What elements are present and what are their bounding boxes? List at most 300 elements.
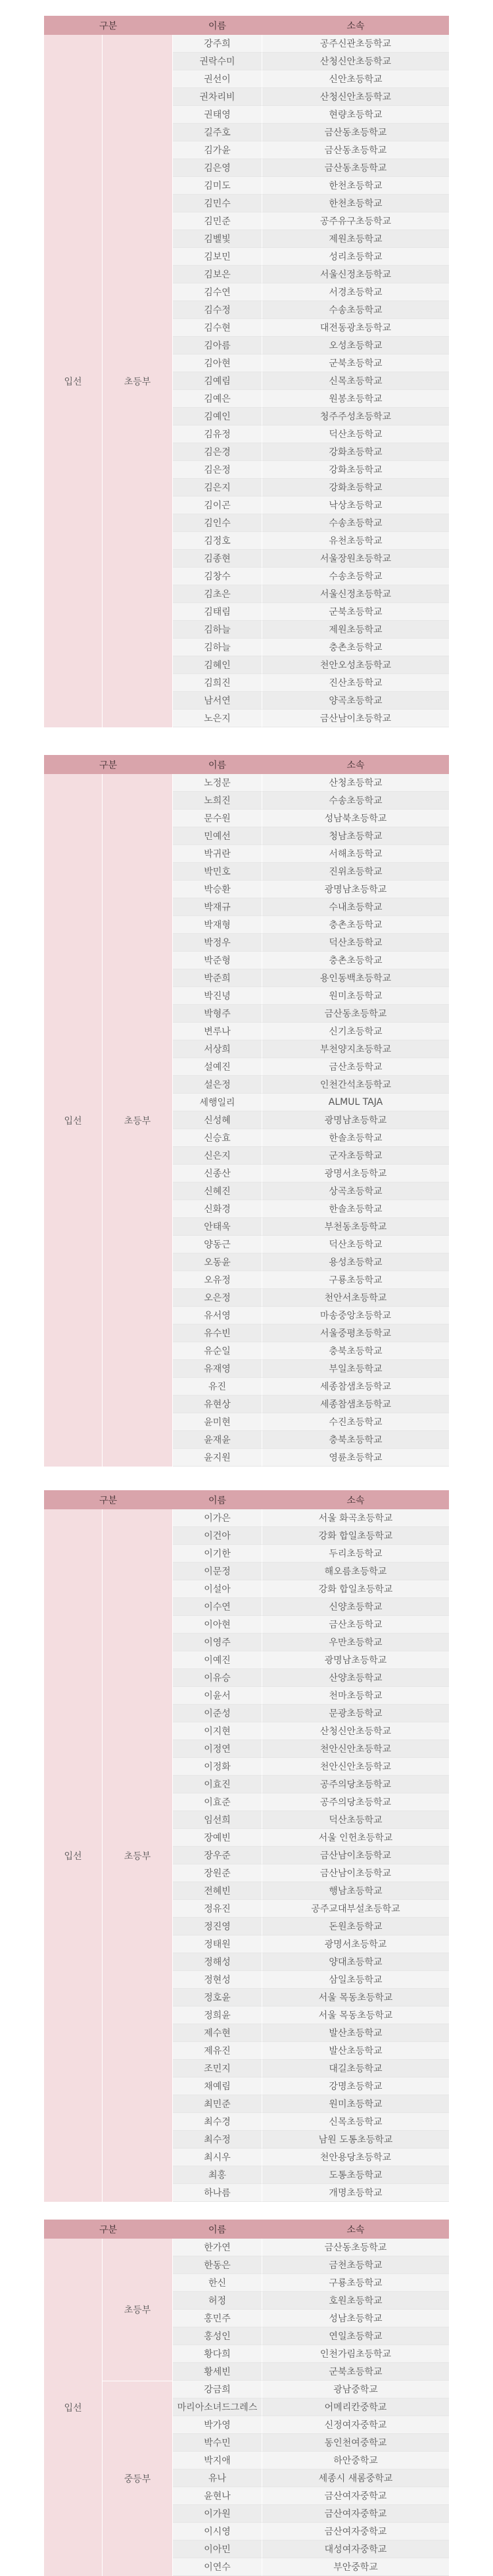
table-row	[173, 656, 449, 674]
table-row	[173, 479, 449, 497]
school-name: 양대초등학교	[262, 1953, 449, 1971]
table-row	[173, 1953, 449, 1971]
school-name: 충촌초등학교	[262, 639, 449, 656]
table-row	[173, 319, 449, 337]
school-name: 현량초등학교	[262, 106, 449, 124]
table-row	[173, 1200, 449, 1218]
table-row	[173, 1651, 449, 1669]
school-name: 호원초등학교	[262, 2292, 449, 2310]
school-name: 개명초등학교	[262, 2184, 449, 2202]
school-name: 덕산초등학교	[262, 934, 449, 952]
student-name: 최수경	[173, 2113, 262, 2131]
table-header	[44, 2220, 449, 2239]
student-name: 김정호	[173, 532, 262, 550]
student-name: 박가영	[173, 2416, 262, 2434]
table-row	[173, 2469, 449, 2487]
student-name: 권차리비	[173, 88, 262, 106]
student-name: 최수정	[173, 2131, 262, 2149]
school-name: 서해초등학교	[262, 845, 449, 863]
student-name: 김예인	[173, 408, 262, 425]
header-name-label: 이름	[208, 20, 227, 32]
table-row	[173, 408, 449, 425]
student-name: 이예진	[173, 1651, 262, 1669]
table-row	[173, 898, 449, 916]
school-name: 돈원초등학교	[262, 1918, 449, 1935]
student-name: 유진	[173, 1378, 262, 1396]
school-name: 제원초등학교	[262, 621, 449, 639]
school-name: 양곡초등학교	[262, 692, 449, 710]
table-row	[173, 1360, 449, 1378]
table-row	[173, 337, 449, 354]
school-name: 원미초등학교	[262, 2095, 449, 2113]
school-name: 유천초등학교	[262, 532, 449, 550]
school-name: 덕산초등학교	[262, 1811, 449, 1829]
student-name: 홍성인	[173, 2327, 262, 2345]
student-name: 강주희	[173, 35, 262, 53]
student-name: 남서연	[173, 692, 262, 710]
school-name: 신목초등학교	[262, 2113, 449, 2131]
table-row	[173, 2239, 449, 2256]
student-name: 김수현	[173, 319, 262, 337]
student-name: 이효준	[173, 1793, 262, 1811]
student-name: 하나름	[173, 2184, 262, 2202]
school-name: 산양초등학교	[262, 1669, 449, 1687]
table-row	[173, 1509, 449, 1527]
school-name: 한솔초등학교	[262, 1200, 449, 1218]
school-name: 한천초등학교	[262, 195, 449, 212]
table-row	[173, 1111, 449, 1129]
table-row	[173, 1758, 449, 1776]
header-category-label: 구분	[99, 2224, 118, 2235]
table-row	[173, 53, 449, 70]
student-name: 한가연	[173, 2239, 262, 2256]
table-row	[173, 1396, 449, 1413]
table-row	[173, 1449, 449, 1467]
student-name: 최시우	[173, 2149, 262, 2166]
table-row	[173, 827, 449, 845]
school-name: 군북초등학교	[262, 603, 449, 621]
student-name: 정진영	[173, 1918, 262, 1935]
student-name: 유서영	[173, 1307, 262, 1324]
school-name: 발산초등학교	[262, 2042, 449, 2060]
table-row	[173, 2452, 449, 2469]
table-row	[173, 2113, 449, 2131]
student-name: 이건아	[173, 1527, 262, 1545]
school-name: 천안오성초등학교	[262, 656, 449, 674]
table-row	[173, 497, 449, 514]
table-row	[173, 443, 449, 461]
student-name: 윤지원	[173, 1449, 262, 1467]
student-name: 신혜진	[173, 1182, 262, 1200]
student-name: 오동윤	[173, 1253, 262, 1271]
table-row	[173, 159, 449, 177]
student-name: 이문정	[173, 1563, 262, 1580]
school-name: 군자초등학교	[262, 1147, 449, 1165]
table-row	[173, 692, 449, 710]
school-name: 도통초등학교	[262, 2166, 449, 2184]
student-name: 윤미현	[173, 1413, 262, 1431]
student-name: 김예은	[173, 390, 262, 408]
table-row	[173, 2042, 449, 2060]
table-row	[173, 35, 449, 53]
student-name: 홍민주	[173, 2310, 262, 2327]
table-row	[173, 1129, 449, 1147]
school-name: 수송초등학교	[262, 792, 449, 810]
table-row	[173, 2131, 449, 2149]
table-row	[173, 987, 449, 1005]
school-name: 부안중학교	[262, 2558, 449, 2576]
student-name: 박형주	[173, 1005, 262, 1023]
school-name: 대전동광초등학교	[262, 319, 449, 337]
table-row	[173, 1094, 449, 1111]
student-name: 제유진	[173, 2042, 262, 2060]
table-row	[173, 1218, 449, 1236]
school-name: 서울신정초등학교	[262, 585, 449, 603]
student-name: 장원준	[173, 1864, 262, 1882]
table-row	[173, 1040, 449, 1058]
school-name: 천안신안초등학교	[262, 1758, 449, 1776]
student-name: 이연수	[173, 2558, 262, 2576]
table-row	[173, 1776, 449, 1793]
table-row	[173, 952, 449, 969]
table-row	[173, 1882, 449, 1900]
school-name: 성리초등학교	[262, 248, 449, 266]
division-label: 초등부	[102, 35, 172, 727]
student-name: 김초은	[173, 585, 262, 603]
school-name: 군북초등학교	[262, 2363, 449, 2381]
school-name: 수송초등학교	[262, 568, 449, 585]
table-row	[173, 969, 449, 987]
student-name: 김인수	[173, 514, 262, 532]
school-name: 천마초등학교	[262, 1687, 449, 1705]
school-name: 산청신안초등학교	[262, 53, 449, 70]
table-row	[173, 354, 449, 372]
table-row	[173, 2523, 449, 2540]
table-row	[173, 1900, 449, 1918]
table-row	[173, 639, 449, 656]
school-name: 행남초등학교	[262, 1882, 449, 1900]
student-name: 유나	[173, 2469, 262, 2487]
student-name: 유재영	[173, 1360, 262, 1378]
table-row	[173, 514, 449, 532]
student-name: 김아름	[173, 337, 262, 354]
student-name: 김아현	[173, 354, 262, 372]
table-row	[173, 881, 449, 898]
table-row	[173, 1634, 449, 1651]
school-name: 금산초등학교	[262, 1058, 449, 1076]
table-row	[173, 2558, 449, 2576]
table-row	[173, 1413, 449, 1431]
school-name: 강화 합일초등학교	[262, 1580, 449, 1598]
student-name: 김희진	[173, 674, 262, 692]
table-row	[173, 1236, 449, 1253]
table-row	[173, 2487, 449, 2505]
school-name: 금산초등학교	[262, 1616, 449, 1634]
student-name: 김태림	[173, 603, 262, 621]
school-name: 삼일초등학교	[262, 1971, 449, 1989]
school-name: 천안신안초등학교	[262, 1740, 449, 1758]
student-name: 한동은	[173, 2256, 262, 2274]
school-name: 광명서초등학교	[262, 1935, 449, 1953]
student-name: 윤재윤	[173, 1431, 262, 1449]
student-name: 박재형	[173, 916, 262, 934]
school-name: 부천양지초등학교	[262, 1040, 449, 1058]
award-label: 입선	[44, 1509, 102, 2202]
student-name: 황다희	[173, 2345, 262, 2363]
school-name: 광명서초등학교	[262, 1165, 449, 1182]
school-name: 수송초등학교	[262, 514, 449, 532]
student-name: 박지애	[173, 2452, 262, 2469]
table-row	[173, 1989, 449, 2006]
student-name: 안태욱	[173, 1218, 262, 1236]
student-name: 이아현	[173, 1616, 262, 1634]
table-row	[173, 212, 449, 230]
school-name: 서경초등학교	[262, 283, 449, 301]
student-name: 이영주	[173, 1634, 262, 1651]
school-name: 충북초등학교	[262, 1342, 449, 1360]
student-name: 김가윤	[173, 141, 262, 159]
school-name: 영륜초등학교	[262, 1449, 449, 1467]
school-name: 오성초등학교	[262, 337, 449, 354]
student-name: 세행일리	[173, 1094, 262, 1111]
student-name: 길주호	[173, 124, 262, 141]
table-row	[173, 568, 449, 585]
table-row	[173, 1829, 449, 1847]
student-name: 채예림	[173, 2078, 262, 2095]
student-name: 신성혜	[173, 1111, 262, 1129]
table-row	[173, 1165, 449, 1182]
table-row	[173, 372, 449, 390]
table-row	[173, 1527, 449, 1545]
table-row	[173, 1378, 449, 1396]
list-table	[44, 755, 449, 1467]
student-name: 노은지	[173, 710, 262, 727]
student-name: 이효진	[173, 1776, 262, 1793]
school-name: 서울 목동초등학교	[262, 1989, 449, 2006]
school-name: 청주주성초등학교	[262, 408, 449, 425]
table-row	[173, 2540, 449, 2558]
school-name: 용성초등학교	[262, 1253, 449, 1271]
student-name: 이지현	[173, 1722, 262, 1740]
student-name: 마리아소녀드그레스	[173, 2398, 262, 2416]
header-category-label: 구분	[99, 760, 118, 771]
student-name: 박수민	[173, 2434, 262, 2452]
school-name: 연일초등학교	[262, 2327, 449, 2345]
school-name: 용인동백초등학교	[262, 969, 449, 987]
school-name: 금천초등학교	[262, 2256, 449, 2274]
school-name: 신양초등학교	[262, 1598, 449, 1616]
student-name: 이시영	[173, 2523, 262, 2540]
table-row	[173, 1687, 449, 1705]
table-row	[173, 810, 449, 827]
header-name-label: 이름	[208, 2224, 227, 2235]
school-name: 마송중앙초등학교	[262, 1307, 449, 1324]
school-name: 부천동초등학교	[262, 1218, 449, 1236]
school-name: 광명남초등학교	[262, 881, 449, 898]
student-name: 제수현	[173, 2024, 262, 2042]
student-name: 정현성	[173, 1971, 262, 1989]
school-name: 금산동초등학교	[262, 159, 449, 177]
table-row	[173, 1793, 449, 1811]
table-row	[173, 1005, 449, 1023]
table-row	[173, 1811, 449, 1829]
school-name: 수내초등학교	[262, 898, 449, 916]
student-name: 김창수	[173, 568, 262, 585]
table-row	[173, 1182, 449, 1200]
student-name: 이정화	[173, 1758, 262, 1776]
school-name: 낙상초등학교	[262, 497, 449, 514]
school-name: 수진초등학교	[262, 1413, 449, 1431]
student-name: 김벨빛	[173, 230, 262, 248]
student-name: 김은지	[173, 479, 262, 497]
table-row	[173, 2505, 449, 2523]
school-name: 원봉초등학교	[262, 390, 449, 408]
school-name: 강화초등학교	[262, 479, 449, 497]
student-name: 이아민	[173, 2540, 262, 2558]
table-row	[173, 934, 449, 952]
school-name: 금산남이초등학교	[262, 1847, 449, 1864]
division-label: 초등부	[102, 1509, 172, 2202]
school-name: 강화초등학교	[262, 443, 449, 461]
school-name: 구룡초등학교	[262, 2274, 449, 2292]
table-row	[173, 266, 449, 283]
table-row	[173, 2327, 449, 2345]
header-category-label: 구분	[99, 1495, 118, 1506]
student-name: 오유정	[173, 1271, 262, 1289]
table-row	[173, 1058, 449, 1076]
table-header	[44, 755, 449, 774]
table-row	[173, 283, 449, 301]
table-row	[173, 774, 449, 792]
table-row	[173, 1271, 449, 1289]
table-row	[173, 1864, 449, 1882]
student-name: 신화경	[173, 1200, 262, 1218]
student-name: 설예진	[173, 1058, 262, 1076]
school-name: 남원 도통초등학교	[262, 2131, 449, 2149]
school-name: 서울중평초등학교	[262, 1324, 449, 1342]
table-row	[173, 2006, 449, 2024]
award-label: 입선	[44, 35, 102, 727]
table-row	[173, 1847, 449, 1864]
student-name: 김민준	[173, 212, 262, 230]
student-name: 양동근	[173, 1236, 262, 1253]
header-affiliation-label: 소속	[346, 1495, 365, 1506]
table-row	[173, 1740, 449, 1758]
table-row	[173, 1431, 449, 1449]
school-name: 공주교대부설초등학교	[262, 1900, 449, 1918]
student-name: 이기한	[173, 1545, 262, 1563]
student-name: 이정연	[173, 1740, 262, 1758]
table-row	[173, 2398, 449, 2416]
school-name: 산청초등학교	[262, 774, 449, 792]
header-category-label: 구분	[99, 20, 118, 32]
school-name: 문광초등학교	[262, 1705, 449, 1722]
student-name: 박준희	[173, 969, 262, 987]
school-name: 진위초등학교	[262, 863, 449, 881]
table-row	[173, 88, 449, 106]
school-name: 금산여자중학교	[262, 2505, 449, 2523]
student-name: 이가은	[173, 1509, 262, 1527]
table-row	[173, 301, 449, 319]
table-row	[173, 603, 449, 621]
list-table	[44, 16, 449, 727]
header-affiliation-label: 소속	[346, 2224, 365, 2235]
table-row	[173, 1705, 449, 1722]
school-name: 서울 인헌초등학교	[262, 1829, 449, 1847]
school-name: 인천간석초등학교	[262, 1076, 449, 1094]
table-row	[173, 1289, 449, 1307]
header-affiliation-label: 소속	[346, 760, 365, 771]
table-row	[173, 2166, 449, 2184]
student-name: 박귀란	[173, 845, 262, 863]
school-name: 덕산초등학교	[262, 1236, 449, 1253]
student-name: 최홍	[173, 2166, 262, 2184]
table-row	[173, 2256, 449, 2274]
student-name: 서상희	[173, 1040, 262, 1058]
table-row	[173, 2345, 449, 2363]
school-name: 금산남이초등학교	[262, 710, 449, 727]
table-row	[173, 2060, 449, 2078]
student-name: 허정	[173, 2292, 262, 2310]
table-row	[173, 195, 449, 212]
student-name: 김종현	[173, 550, 262, 568]
school-name: 강화초등학교	[262, 461, 449, 479]
school-name: 금산남이초등학교	[262, 1864, 449, 1882]
award-label: 입선	[44, 774, 102, 1467]
table-row	[173, 2363, 449, 2381]
table-row	[173, 70, 449, 88]
student-name: 장예빈	[173, 1829, 262, 1847]
student-name: 박정우	[173, 934, 262, 952]
student-name: 정호윤	[173, 1989, 262, 2006]
table-row	[173, 1076, 449, 1094]
student-name: 김수연	[173, 283, 262, 301]
student-name: 노희진	[173, 792, 262, 810]
school-name: 금산동초등학교	[262, 141, 449, 159]
school-name: 서울장원초등학교	[262, 550, 449, 568]
table-row	[173, 1342, 449, 1360]
student-name: 김유정	[173, 425, 262, 443]
school-name: 세종참샘초등학교	[262, 1378, 449, 1396]
school-name: 광남중학교	[262, 2381, 449, 2398]
table-row	[173, 621, 449, 639]
table-row	[173, 1580, 449, 1598]
student-name: 최민준	[173, 2095, 262, 2113]
school-name: 금산동초등학교	[262, 124, 449, 141]
student-name: 권락수미	[173, 53, 262, 70]
school-name: 구룡초등학교	[262, 1271, 449, 1289]
table-row	[173, 2416, 449, 2434]
table-row	[173, 1563, 449, 1580]
student-name: 임선희	[173, 1811, 262, 1829]
division-label: 초등부	[102, 2239, 172, 2381]
school-name: 한천초등학교	[262, 177, 449, 195]
school-name: 우만초등학교	[262, 1634, 449, 1651]
school-name: 천안서초등학교	[262, 1289, 449, 1307]
school-name: 광명남초등학교	[262, 1111, 449, 1129]
table-row	[173, 1307, 449, 1324]
school-name: 진산초등학교	[262, 674, 449, 692]
student-name: 조민지	[173, 2060, 262, 2078]
table-row	[173, 916, 449, 934]
table-row	[173, 792, 449, 810]
school-name: 충촌초등학교	[262, 916, 449, 934]
school-name: 충북초등학교	[262, 1431, 449, 1449]
school-name: 서울 목동초등학교	[262, 2006, 449, 2024]
school-name: 두리초등학교	[262, 1545, 449, 1563]
school-name: 충촌초등학교	[262, 952, 449, 969]
table-row	[173, 106, 449, 124]
